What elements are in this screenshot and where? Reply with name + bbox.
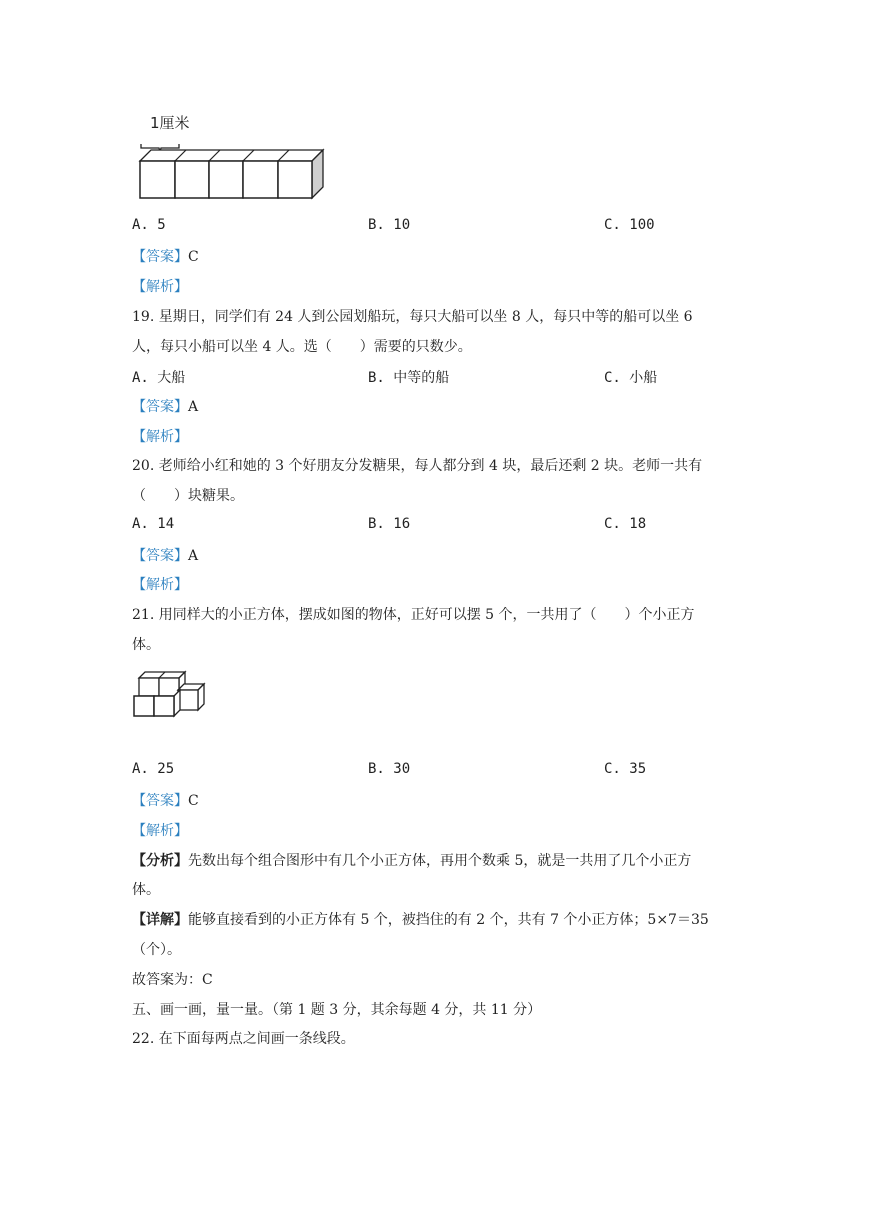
q18-option-a: A. 5 [132,217,166,233]
q20-option-a: A. 14 [132,516,175,532]
q19-option-a: A. 大船 [132,370,186,386]
cube-row-label: 1厘米 [150,114,190,132]
q18-analysis-tag: 【解析】 [132,279,188,295]
q19-text-line2: 人，每只小船可以坐 4 人。选（ ）需要的只数少。 [132,339,472,355]
q21-answer [132,790,199,810]
q20-answer [132,545,198,565]
q18-option-c: C. 100 [604,217,655,233]
cube-stack-figure [130,662,210,722]
q21-option-c: C. 35 [604,761,647,777]
q21-fenxi-line1 [132,850,691,870]
q19-analysis-tag: 【解析】 [132,429,188,445]
q20-text-line2: （ ）块糖果。 [132,488,244,504]
q21-xiangjie-line2: （个）。 [132,942,181,958]
q18-answer [132,246,199,266]
answer-tag: 【答案】 [132,399,188,415]
q19-option-b: B. 中等的船 [368,370,450,386]
answer-value: A [188,399,199,415]
q19-text-line1: 19. 星期日，同学们有 24 人到公园划船玩，每只大船可以坐 8 人，每只中等的船可以坐 6 [132,309,693,325]
xiangjie-text: 能够直接看到的小正方体有 5 个，被挡住的有 2 个，共有 7 个小正方体；5×7＝35 [188,912,709,928]
answer-value: A [188,548,199,564]
xiangjie-tag: 【详解】 [132,912,188,928]
q20-text-line1: 20. 老师给小红和她的 3 个好朋友分发糖果，每人都分到 4 块，最后还剩 2 块。老师一共有 [132,458,703,474]
q21-conclusion: 故答案为：C [132,972,213,988]
answer-tag: 【答案】 [132,249,188,265]
q20-option-b: B. 16 [368,516,411,532]
cube-row-figure [135,126,335,206]
answer-value: C [188,249,199,265]
section5-title: 五、画一画，量一量。（第 1 题 3 分，其余每题 4 分，共 11 分） [132,1002,542,1018]
q20-option-c: C. 18 [604,516,647,532]
q21-option-b: B. 30 [368,761,411,777]
q21-text-line1: 21. 用同样大的小正方体，摆成如图的物体，正好可以摆 5 个，一共用了（ ）个小正方 [132,607,695,623]
q21-fenxi-line2: 体。 [132,882,160,898]
q21-analysis-tag: 【解析】 [132,823,188,839]
answer-tag: 【答案】 [132,793,188,809]
q18-option-b: B. 10 [368,217,411,233]
fenxi-tag: 【分析】 [132,853,188,869]
q19-answer [132,396,198,416]
q21-xiangjie-line1 [132,909,709,929]
q20-analysis-tag: 【解析】 [132,577,188,593]
q21-text-line2: 体。 [132,637,160,653]
q22-text: 22. 在下面每两点之间画一条线段。 [132,1031,355,1047]
fenxi-text: 先数出每个组合图形中有几个小正方体，再用个数乘 5，就是一共用了几个小正方 [188,853,692,869]
answer-value: C [188,793,199,809]
answer-tag: 【答案】 [132,548,188,564]
q19-option-c: C. 小船 [604,370,658,386]
q21-option-a: A. 25 [132,761,175,777]
